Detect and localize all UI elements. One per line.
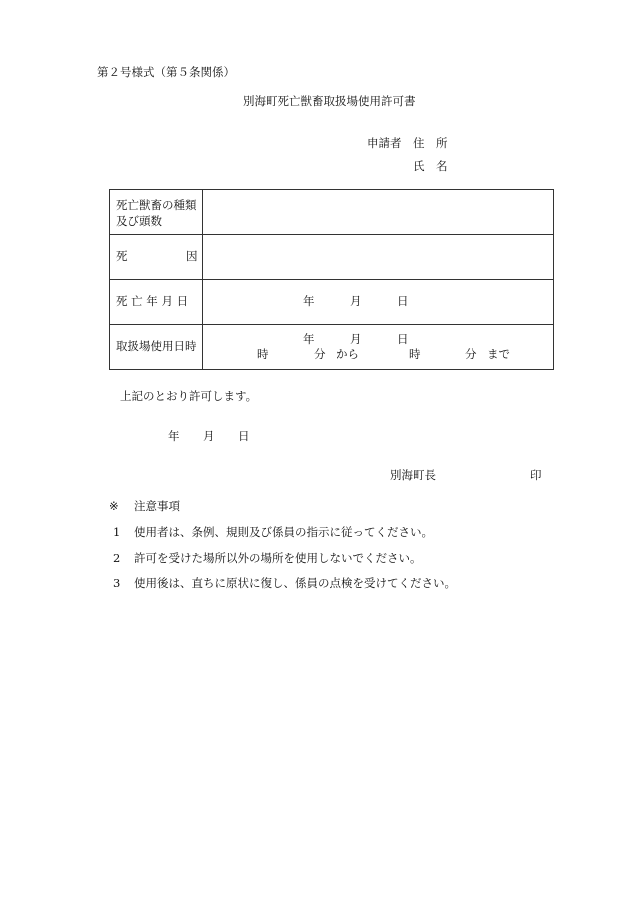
date-day-unit: 日 <box>238 429 250 443</box>
species-count-value-cell[interactable] <box>203 190 554 235</box>
table-row <box>110 280 554 325</box>
note-number: 1 <box>113 525 121 539</box>
table-row <box>110 325 554 370</box>
form-number: 第２号様式（第５条関係） <box>97 65 235 79</box>
death-date-value-cell[interactable] <box>203 280 554 325</box>
usage-end-minute-unit: 分 <box>465 347 477 361</box>
note-number: 3 <box>113 576 121 590</box>
notes-heading-mark: ※ <box>109 499 119 513</box>
species-count-label-cell <box>110 190 203 235</box>
table-row <box>110 190 554 235</box>
name-label: 氏 名 <box>413 159 448 173</box>
cause-of-death-label-cell <box>110 235 203 280</box>
date-year-unit: 年 <box>168 429 180 443</box>
usage-year-unit: 年 <box>303 332 315 346</box>
species-count-label-line1: 死亡獣畜の種類 <box>116 198 197 212</box>
species-count-label-line2: 及び頭数 <box>116 214 162 228</box>
death-day-unit: 日 <box>397 294 409 308</box>
usage-start-hour-unit: 時 <box>257 347 269 361</box>
notes-heading: 注意事項 <box>134 499 180 513</box>
applicant-label: 申請者 <box>367 136 402 150</box>
seal-mark: 印 <box>530 468 542 482</box>
death-date-label-cell <box>110 280 203 325</box>
note-text: 使用者は、条例、規則及び係員の指示に従ってください。 <box>134 525 433 539</box>
issuer-title: 別海町長 <box>390 468 436 482</box>
usage-start-minute-unit: 分 <box>314 347 326 361</box>
cause-of-death-value-cell[interactable] <box>203 235 554 280</box>
application-table <box>109 189 554 370</box>
usage-from-text: から <box>336 347 359 361</box>
note-text: 使用後は、直ちに原状に復し、係員の点検を受けてください。 <box>134 576 456 590</box>
document-title: 別海町死亡獣畜取扱場使用許可書 <box>243 94 416 108</box>
note-number: 2 <box>113 551 121 565</box>
date-month-unit: 月 <box>203 429 215 443</box>
cause-label-b: 因 <box>186 249 198 263</box>
usage-month-unit: 月 <box>350 332 362 346</box>
death-month-unit: 月 <box>350 294 362 308</box>
usage-datetime-value-cell[interactable] <box>203 325 554 370</box>
cause-label-a: 死 <box>116 249 128 263</box>
note-text: 許可を受けた場所以外の場所を使用しないでください。 <box>134 551 422 565</box>
usage-datetime-label-cell <box>110 325 203 370</box>
permit-statement: 上記のとおり許可します。 <box>120 389 258 403</box>
death-year-unit: 年 <box>303 294 315 308</box>
table-row <box>110 235 554 280</box>
usage-until-text: まで <box>487 347 510 361</box>
usage-end-hour-unit: 時 <box>409 347 421 361</box>
death-date-label: 死 亡 年 月 日 <box>116 294 189 308</box>
address-label: 住 所 <box>413 136 448 150</box>
usage-day-unit: 日 <box>397 332 409 346</box>
usage-datetime-label: 取扱場使用日時 <box>116 339 197 353</box>
